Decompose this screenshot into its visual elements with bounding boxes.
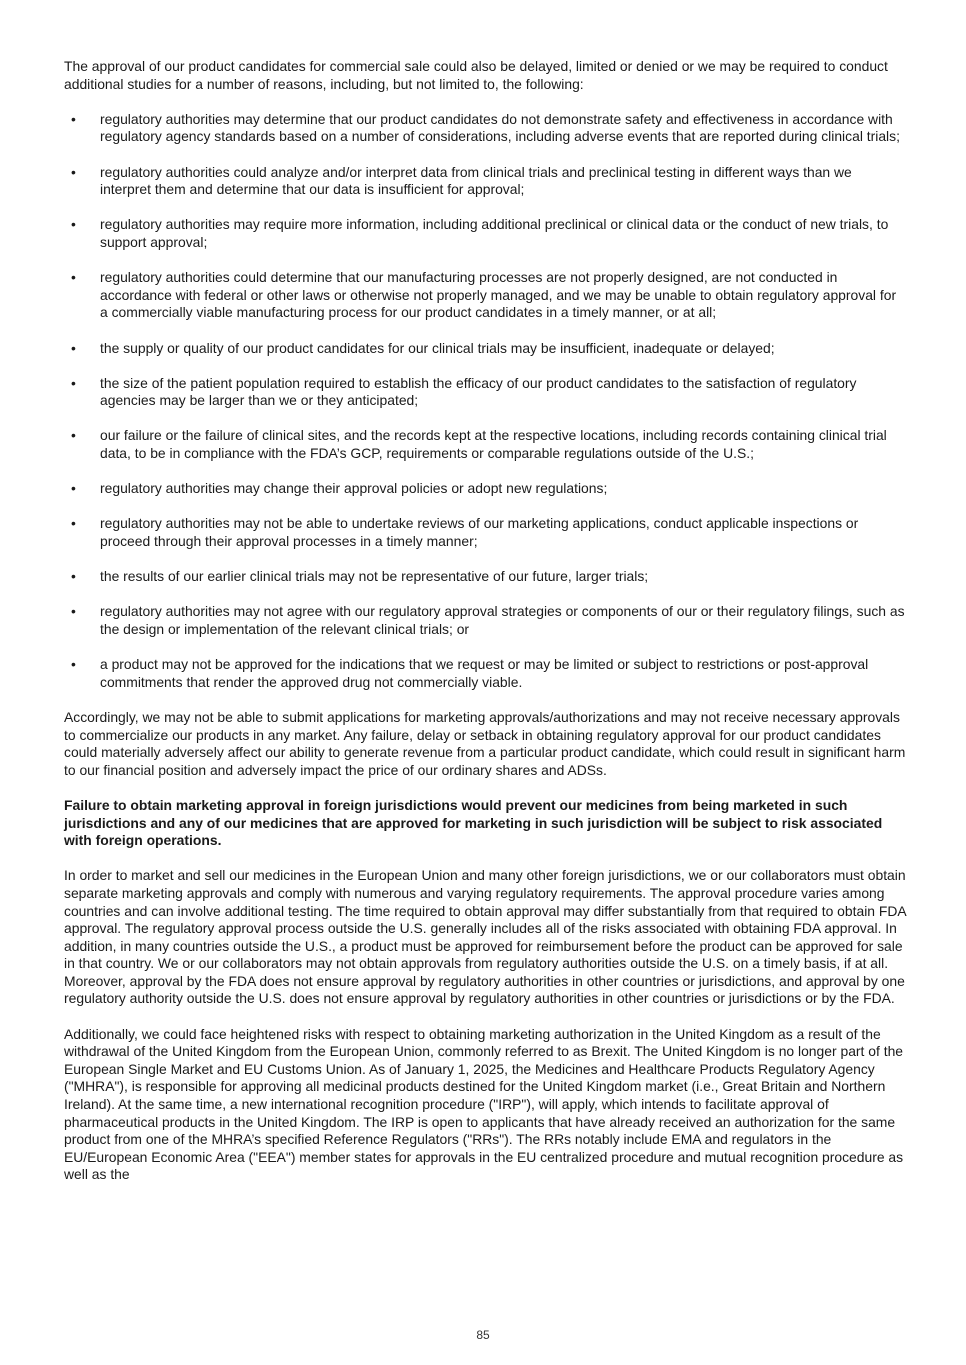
page-number: 85 xyxy=(476,1328,490,1342)
bullet-icon: • xyxy=(71,110,76,127)
list-item xyxy=(64,375,906,410)
list-item xyxy=(64,427,906,462)
list-item-text: a product may not be approved for the indications that we request or may be limited or subject to restrictions or post-approval commitments that render the approved drug not commercially viable. xyxy=(100,656,869,690)
section-heading: Failure to obtain marketing approval in foreign jurisdictions would prevent our medicines from being marketed in such jurisdictions and any of our medicines that are approved for marketing in such jurisdiction will be subject to risk associated with foreign operations. xyxy=(64,796,883,849)
bullet-icon: • xyxy=(71,269,76,286)
document-page xyxy=(64,58,906,1202)
bullet-icon: • xyxy=(71,480,76,497)
list-item xyxy=(64,340,906,358)
intro-paragraph: The approval of our product candidates for commercial sale could also be delayed, limited or denied or we may be required to conduct additional studies for a number of reasons, including, but not limited to, the following: xyxy=(64,58,888,92)
list-item-text: regulatory authorities could analyze and/or interpret data from clinical trials and preclinical testing in different ways than we interpret them and determine that our data is insufficient for approval; xyxy=(100,163,852,198)
bullet-icon: • xyxy=(71,374,76,391)
bullet-icon: • xyxy=(71,515,76,532)
bullet-icon: • xyxy=(71,339,76,356)
reasons-list xyxy=(64,111,906,692)
list-item xyxy=(64,515,906,550)
list-item xyxy=(64,603,906,638)
list-item xyxy=(64,216,906,251)
list-item xyxy=(64,164,906,199)
list-item-text: regulatory authorities may determine that our product candidates do not demonstrate safety and effectiveness in accordance with regulatory agency standards based on a number of considerations, including adverse events that are reported during clinical trials; xyxy=(100,110,900,145)
foreign-approval-paragraph: In order to market and sell our medicines in the European Union and many other foreign jurisdictions, we or our collaborators must obtain separate marketing approvals and comply with numerous and varying regulatory requirements. The approval procedure varies among countries and can involve additional testing. The time required to obtain approval may differ substantially from that required to obtain FDA approval. The regulatory approval process outside the U.S. generally includes all of the risks associated with obtaining FDA approval. In addition, in many countries outside the U.S., a product must be approved for reimbursement before the product can be approved for sale in that country. We or our collaborators may not obtain approvals from regulatory authorities outside the U.S. on a timely basis, if at all. Moreover, approval by the FDA does not ensure approval by regulatory authorities in other countries or jurisdictions, and approval by one regulatory authority outside the U.S. does not ensure approval by regulatory authorities in other countries or jurisdictions or by the FDA. xyxy=(64,867,906,1007)
bullet-icon: • xyxy=(71,216,76,233)
list-item-text: regulatory authorities may not be able to undertake reviews of our marketing applications, conduct applicable inspections or proceed through their approval processes in a timely manner; xyxy=(100,515,859,550)
bullet-icon: • xyxy=(71,163,76,180)
accordingly-paragraph: Accordingly, we may not be able to submit applications for marketing approvals/authorizations and may not receive necessary approvals to commercialize our products in any market. Any failure, delay or setback in obtaining regulatory approval for our product candidates could materially adversely affect our ability to generate revenue from a particular product candidate, which could result in significant harm to our financial position and adversely impact the price of our ordinary shares and ADSs. xyxy=(64,708,906,778)
list-item xyxy=(64,480,906,498)
list-item xyxy=(64,656,906,691)
list-item-text: regulatory authorities may change their approval policies or adopt new regulations; xyxy=(100,480,608,497)
list-item-text: the supply or quality of our product candidates for our clinical trials may be insufficient, inadequate or delayed; xyxy=(100,339,775,356)
list-item-text: regulatory authorities may require more information, including additional preclinical or clinical data or the conduct of new trials, to support approval; xyxy=(100,216,889,250)
list-item-text: the size of the patient population required to establish the efficacy of our product candidates to the satisfaction of regulatory agencies may be larger than we or they anticipated; xyxy=(100,374,857,409)
list-item-text: regulatory authorities could determine that our manufacturing processes are not properly designed, are not conducted in accordance with federal or other laws or otherwise not properly managed, and we may be unable to obtain regulatory approval for a commercially viable manufacturing process for our product candidates in a timely manner, or at all; xyxy=(100,269,897,321)
list-item-text: regulatory authorities may not agree with our regulatory approval strategies or components of our or their regulatory filings, such as the design or implementation of the relevant clinical trials; or xyxy=(100,603,905,637)
bullet-icon: • xyxy=(71,427,76,444)
brexit-paragraph: Additionally, we could face heightened risks with respect to obtaining marketing authorization in the United Kingdom as a result of the withdrawal of the United Kingdom from the European Union, commonly referred to as Brexit. The United Kingdom is no longer part of the European Single Market and EU Customs Union. As of January 1, 2025, the Medicines and Healthcare Products Regulatory Agency ("MHRA"), is responsible for approving all medicinal products destined for the United Kingdom market (i.e., Great Britain and Northern Ireland). At the same time, a new international recognition procedure ("IRP"), will apply, which intends to facilitate approval of pharmaceutical products in the United Kingdom. The IRP is open to applicants that have already received an authorization for the same product from one of the MHRA’s specified Reference Regulators ("RRs"). The RRs notably include EMA and regulators in the EU/European Economic Area ("EEA") member states for approvals in the EU centralized procedure and mutual recognition procedure as well as the xyxy=(64,1025,904,1183)
list-item xyxy=(64,568,906,586)
bullet-icon: • xyxy=(71,656,76,673)
list-item xyxy=(64,269,906,322)
list-item-text: the results of our earlier clinical trials may not be representative of our future, larger trials; xyxy=(100,568,649,585)
list-item-text: our failure or the failure of clinical sites, and the records kept at the respective locations, including records containing clinical trial data, to be in compliance with the FDA’s GCP, requirements or comparable regulations outside of the U.S.; xyxy=(100,427,887,462)
bullet-icon: • xyxy=(71,603,76,620)
bullet-icon: • xyxy=(71,568,76,585)
list-item xyxy=(64,111,906,146)
